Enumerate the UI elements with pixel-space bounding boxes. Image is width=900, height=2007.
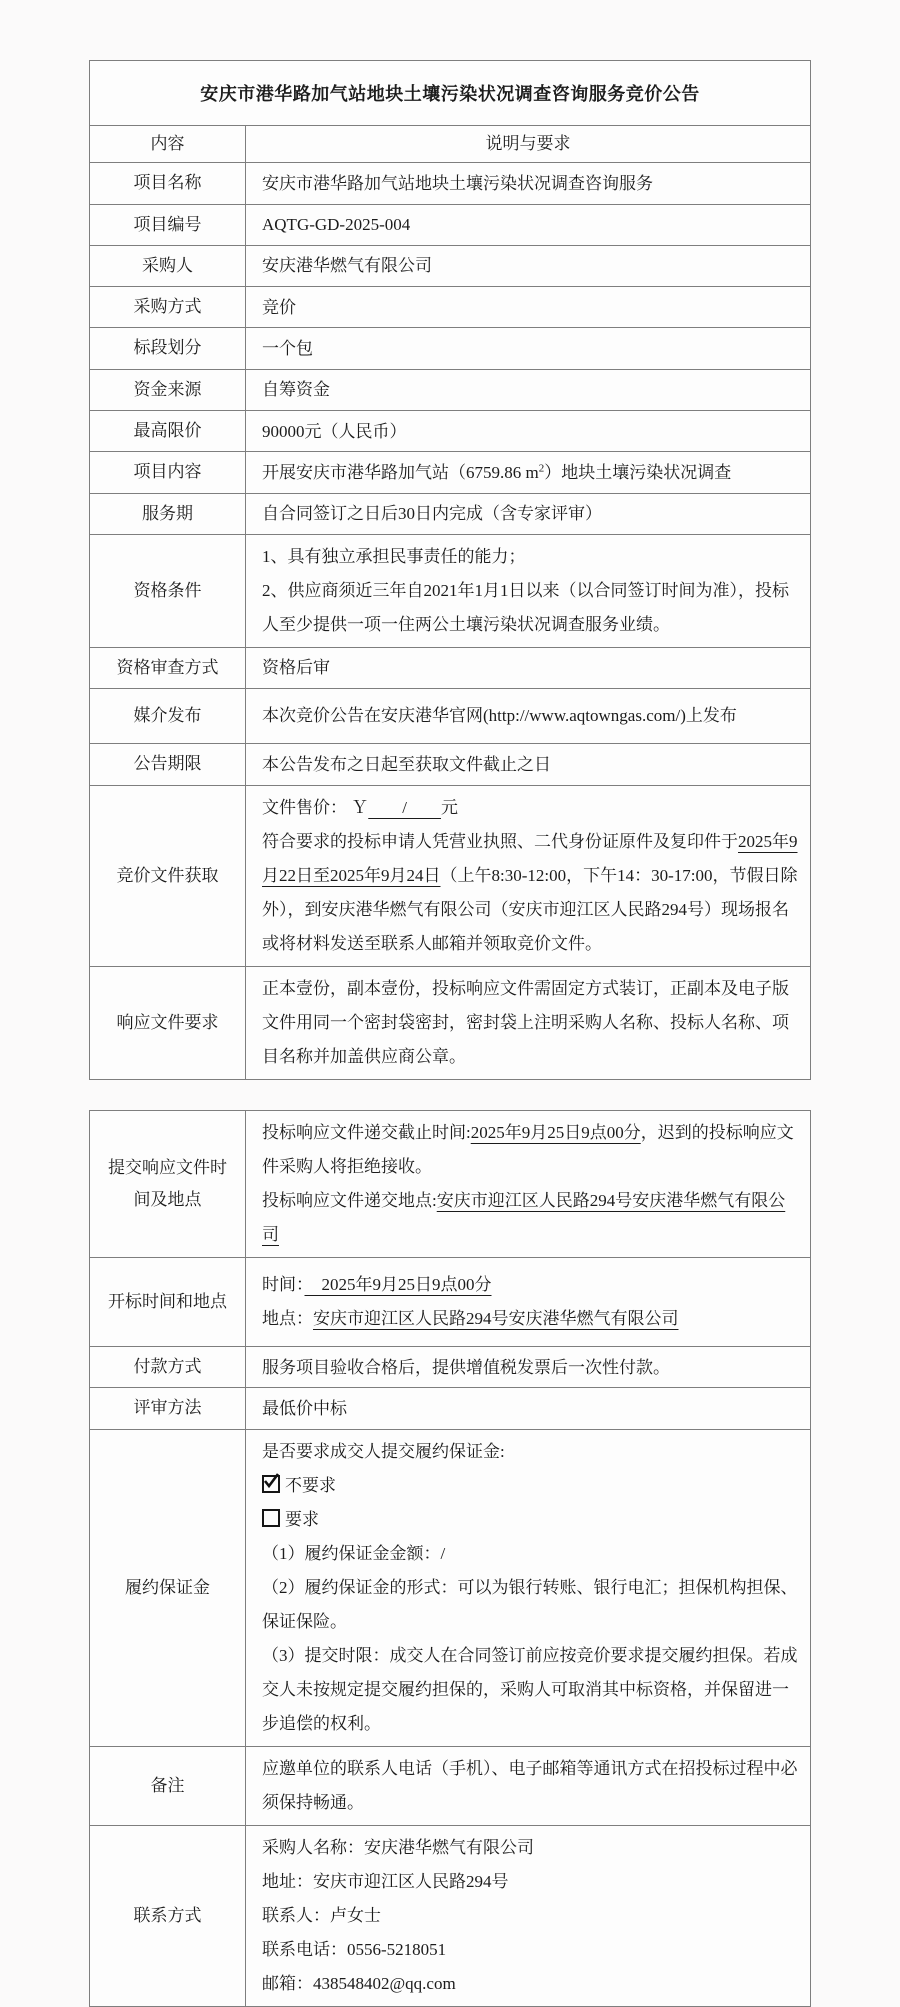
- header-content: 内容: [90, 126, 246, 163]
- row-value: 自合同签订之日后30日内完成（含专家评审）: [246, 493, 811, 534]
- contact-phone: 联系电话：0556-5218051: [262, 1939, 447, 1959]
- obtain-dates-underlined: 2025年9月22日至2025年9月24日: [262, 832, 798, 886]
- row-submission-time-place: [90, 1111, 811, 1258]
- row-label: 资格条件: [90, 534, 246, 647]
- row-value: [246, 1825, 811, 2006]
- row-value: 安庆港华燃气有限公司: [246, 245, 811, 286]
- announcement-table-secondary: [89, 1110, 811, 2007]
- bond-item-2: （2）履约保证金的形式：可以为银行转账、银行电汇；担保机构担保、保证保险。: [262, 1577, 798, 1631]
- row-value: [246, 534, 811, 647]
- place-prefix: 地点：: [262, 1309, 313, 1329]
- header-row: [90, 126, 811, 163]
- announcement-table-main: [89, 60, 811, 1080]
- row-lot-division: [90, 328, 811, 369]
- row-project-content: [90, 452, 811, 493]
- row-label: 采购方式: [90, 287, 246, 328]
- row-value: 竞价: [246, 287, 811, 328]
- place-prefix: 投标响应文件递交地点:: [262, 1191, 437, 1211]
- row-value: 资格后审: [246, 647, 811, 688]
- row-label: 项目内容: [90, 452, 246, 493]
- row-document-obtain: [90, 786, 811, 967]
- option-label: 要求: [285, 1509, 319, 1529]
- deadline-prefix: 投标响应文件递交截止时间:: [262, 1123, 471, 1143]
- option-label: 不要求: [285, 1475, 336, 1495]
- row-label: 提交响应文件时间及地点: [90, 1111, 246, 1258]
- title-row: [90, 61, 811, 126]
- row-response-requirements: [90, 967, 811, 1080]
- header-requirements: 说明与要求: [246, 126, 811, 163]
- row-value: [246, 1746, 811, 1825]
- content-text: ）地块土壤污染状况调查: [544, 462, 732, 482]
- row-procurement-method: [90, 287, 811, 328]
- opening-place-line: [262, 1302, 798, 1336]
- place-underlined: 安庆市迎江区人民路294号安庆港华燃气有限公司: [262, 1191, 786, 1245]
- contact-buyer-name: 采购人名称：安庆港华燃气有限公司: [262, 1837, 534, 1857]
- obtain-text: （上午8:30-12:00，下午14：30-17:00，节假日除外），到安庆港华燃气有限公司（安庆市迎江区人民路294号）现场报名或将材料发送至联系人邮箱并领取竞价文件。: [262, 866, 798, 954]
- obtain-text: 符合要求的投标申请人凭营业执照、二代身份证原件及复印件于: [262, 832, 738, 852]
- submission-deadline-line: [262, 1116, 798, 1184]
- row-label: 履约保证金: [90, 1429, 246, 1746]
- qualification-item-2: 2、供应商须近三年自2021年1月1日以来（以合同签订时间为准），投标人至少提供一项一住两公土壤污染状况调查服务业绩。: [262, 580, 789, 634]
- bond-question: 是否要求成交人提交履约保证金:: [262, 1441, 505, 1461]
- row-label: 项目编号: [90, 204, 246, 245]
- submission-place-line: [262, 1184, 798, 1252]
- contact-person: 联系人：卢女士: [262, 1905, 381, 1925]
- qualification-item-1: 1、具有独立承担民事责任的能力；: [262, 546, 526, 566]
- row-buyer: [90, 245, 811, 286]
- row-value: 90000元（人民币）: [246, 411, 811, 452]
- deadline-suffix: ，迟到的投标响应文件采购人将拒绝接收。: [262, 1123, 794, 1177]
- remark-text: 应邀单位的联系人电话（手机）、电子邮箱等通讯方式在招投标过程中必须保持畅通。: [262, 1758, 798, 1812]
- row-qualification: [90, 534, 811, 647]
- row-value: [246, 1258, 811, 1347]
- deadline-underlined: 2025年9月25日9点00分: [470, 1123, 641, 1143]
- row-label: 采购人: [90, 245, 246, 286]
- unchecked-checkbox-icon: [262, 1509, 280, 1527]
- time-prefix: 时间：: [262, 1275, 305, 1295]
- row-label: 响应文件要求: [90, 967, 246, 1080]
- row-value: 自筹资金: [246, 369, 811, 410]
- page-title: 安庆市港华路加气站地块土壤污染状况调查咨询服务竞价公告: [90, 61, 811, 126]
- row-value: [246, 1111, 811, 1258]
- row-value: [246, 1429, 811, 1746]
- row-performance-bond: [90, 1429, 811, 1746]
- contact-address: 地址：安庆市迎江区人民路294号: [262, 1871, 509, 1891]
- row-fund-source: [90, 369, 811, 410]
- time-underlined: 2025年9月25日9点00分: [304, 1275, 492, 1295]
- place-underlined: 安庆市迎江区人民路294号安庆港华燃气有限公司: [313, 1309, 679, 1329]
- row-value: [246, 452, 811, 493]
- row-opening-time-place: [90, 1258, 811, 1347]
- row-label: 备注: [90, 1746, 246, 1825]
- row-service-period: [90, 493, 811, 534]
- document-page: [89, 0, 811, 2007]
- row-project-code: [90, 204, 811, 245]
- row-label: 付款方式: [90, 1347, 246, 1388]
- row-value: AQTG-GD-2025-004: [246, 204, 811, 245]
- row-value: 本公告发布之日起至获取文件截止之日: [246, 743, 811, 785]
- row-label: 服务期: [90, 493, 246, 534]
- row-label: 竞价文件获取: [90, 786, 246, 967]
- row-evaluation-method: [90, 1388, 811, 1429]
- row-label: 联系方式: [90, 1825, 246, 2006]
- price-prefix: 文件售价： Ｙ: [262, 798, 369, 818]
- price-blank-underline: /: [368, 798, 441, 818]
- checked-checkbox-icon: [262, 1475, 280, 1493]
- row-label: 媒介发布: [90, 689, 246, 743]
- row-value: 服务项目验收合格后，提供增值税发票后一次性付款。: [246, 1347, 811, 1388]
- row-value: 最低价中标: [246, 1388, 811, 1429]
- bond-item-1: （1）履约保证金金额：/: [262, 1543, 446, 1563]
- row-media-publication: [90, 689, 811, 743]
- row-max-price: [90, 411, 811, 452]
- bond-option-not-required: [262, 1469, 798, 1503]
- row-label: 评审方法: [90, 1388, 246, 1429]
- bond-item-3: （3）提交时限：成交人在合同签订前应按竞价要求提交履约担保。若成交人未按规定提交履约担保的，采购人可取消其中标资格，并保留进一步追偿的权利。: [262, 1645, 798, 1733]
- content-text: 开展安庆市港华路加气站（6759.86 m: [262, 462, 539, 482]
- opening-time-line: [262, 1268, 798, 1302]
- contact-email: 邮箱：438548402@qq.com: [262, 1973, 456, 1993]
- row-label: 公告期限: [90, 743, 246, 785]
- row-value: 本次竞价公告在安庆港华官网(http://www.aqtowngas.com/)上发布: [246, 689, 811, 743]
- document-price-line: [262, 791, 798, 825]
- row-remark: [90, 1746, 811, 1825]
- row-label: 开标时间和地点: [90, 1258, 246, 1347]
- row-label: 最高限价: [90, 411, 246, 452]
- row-label: 资格审查方式: [90, 647, 246, 688]
- row-contact-info: [90, 1825, 811, 2006]
- row-value: 一个包: [246, 328, 811, 369]
- table-gap: [89, 1080, 811, 1110]
- row-value: [246, 786, 811, 967]
- row-label: 项目名称: [90, 163, 246, 204]
- bond-option-required: [262, 1503, 798, 1537]
- response-requirements-text: 正本壹份，副本壹份，投标响应文件需固定方式装订，正副本及电子版文件用同一个密封袋密封，密封袋上注明采购人名称、投标人名称、项目名称并加盖供应商公章。: [262, 979, 789, 1067]
- row-payment-method: [90, 1347, 811, 1388]
- row-label: 标段划分: [90, 328, 246, 369]
- price-suffix: 元: [440, 798, 458, 818]
- row-label: 资金来源: [90, 369, 246, 410]
- row-notice-period: [90, 743, 811, 785]
- row-project-name: [90, 163, 811, 204]
- row-qualification-review: [90, 647, 811, 688]
- superscript-2: 2: [538, 462, 545, 475]
- document-obtain-paragraph: [262, 825, 798, 961]
- row-value: [246, 967, 811, 1080]
- row-value: 安庆市港华路加气站地块土壤污染状况调查咨询服务: [246, 163, 811, 204]
